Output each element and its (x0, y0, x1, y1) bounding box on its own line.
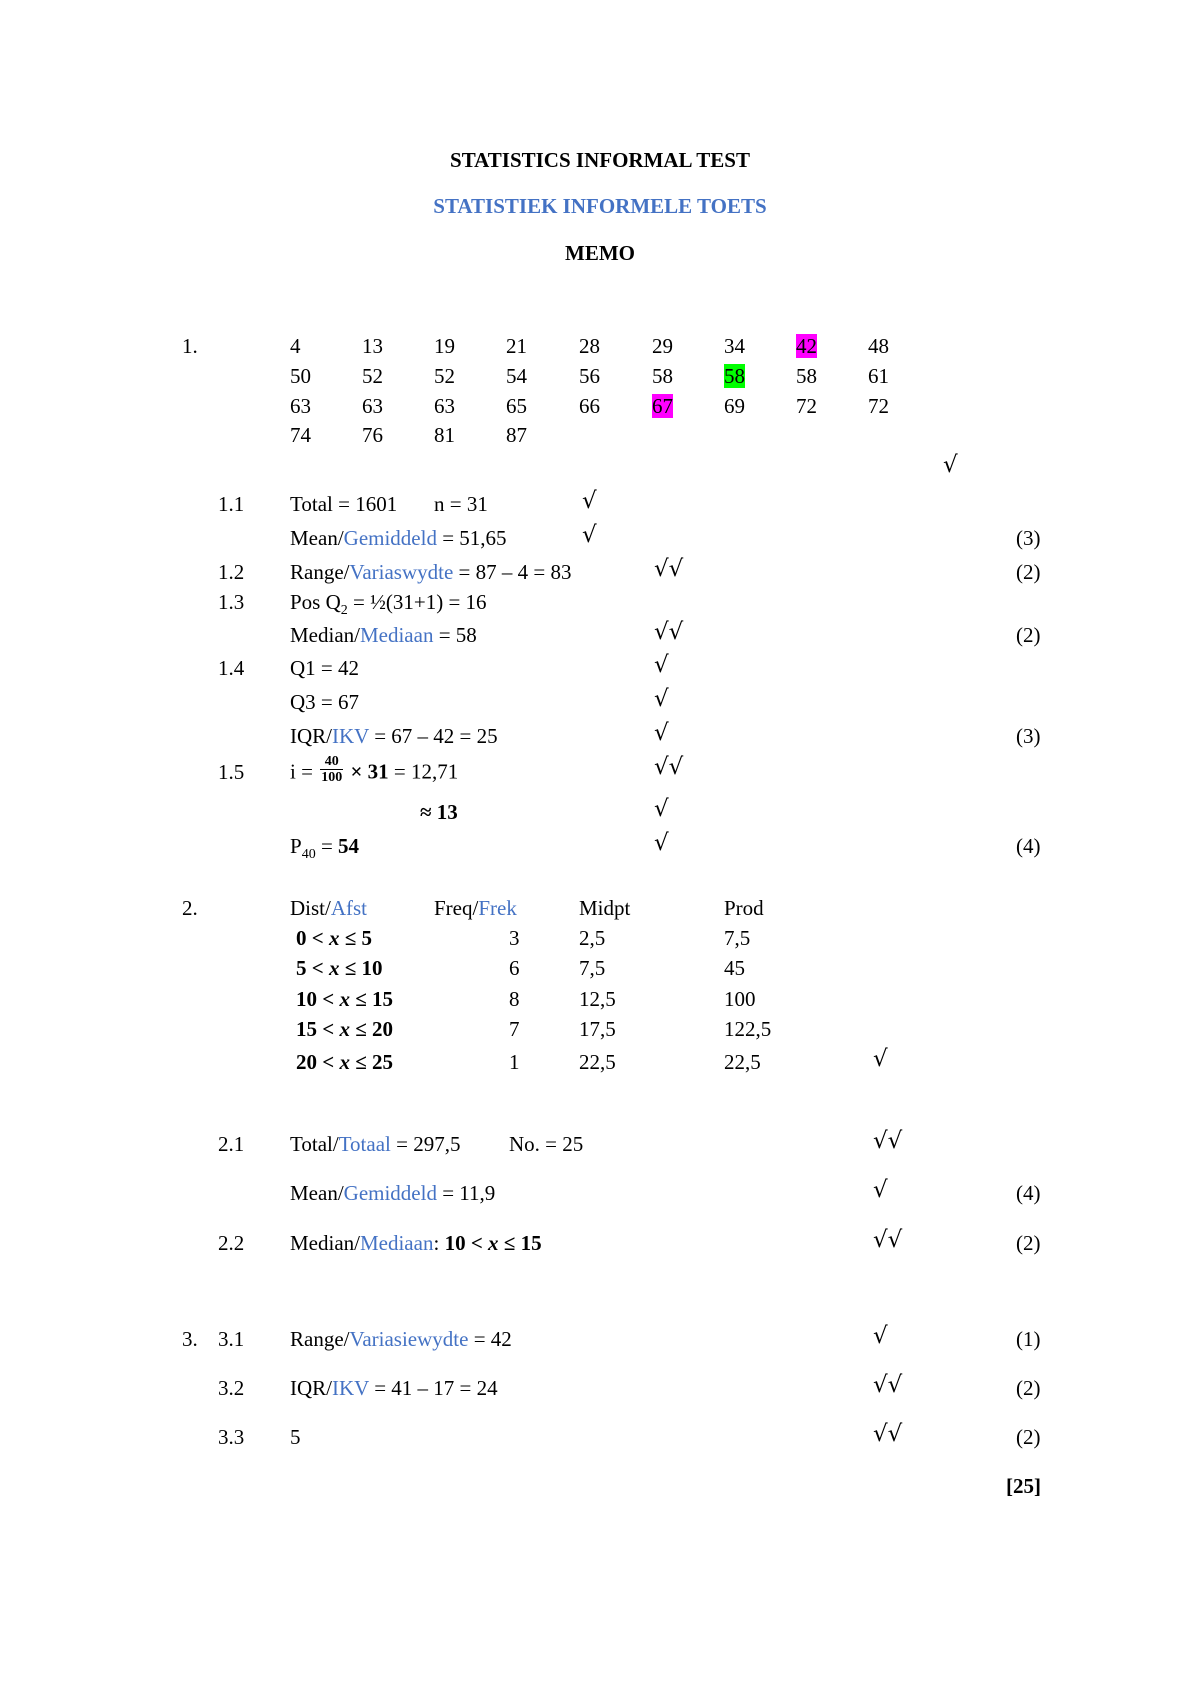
percentile-result: 54 (338, 834, 360, 858)
percentile-value (290, 834, 360, 862)
question-2-number: 2. (182, 896, 198, 920)
iqr-line (290, 726, 498, 747)
data-cell (290, 366, 311, 387)
data-cell (290, 396, 311, 417)
data-cell (579, 336, 600, 357)
total-label-af: Totaal (338, 1132, 391, 1156)
data-value: 67 (652, 394, 673, 418)
data-cell (868, 396, 889, 417)
check-mark: √ (873, 1177, 888, 1203)
section-3-1-number: 3.1 (218, 1327, 245, 1351)
section-1-2-number: 1.2 (218, 560, 245, 584)
median-label: Median/ (290, 623, 360, 647)
product-cell: 22,5 (724, 1050, 761, 1074)
class-upper: 15 (520, 1231, 542, 1255)
interval-variable: x (339, 1050, 350, 1074)
header-label: Dist/ (290, 896, 331, 920)
data-cell (652, 366, 673, 387)
data-value: 28 (579, 334, 600, 358)
marks-1-2: (2) (1016, 560, 1041, 584)
range-label: Range/ (290, 560, 350, 584)
less-equal-symbol: ≤ (339, 926, 362, 950)
data-cell (796, 396, 817, 417)
range-label-af: Variasiewydte (349, 1327, 469, 1351)
marks-3-3: (2) (1016, 1425, 1041, 1449)
colon: : (433, 1231, 445, 1255)
data-value: 72 (796, 394, 817, 418)
data-cell (868, 366, 889, 387)
range-value: = 87 – 4 = 83 (453, 560, 572, 584)
header-label-af: Frek (478, 896, 517, 920)
data-value: 63 (290, 394, 311, 418)
iqr-label: IQR/ (290, 1376, 332, 1400)
pos-subscript: 2 (340, 603, 348, 618)
range-label-af: Variaswydte (349, 560, 454, 584)
index-multiplier: × 31 (345, 759, 389, 784)
frequency-cell: 7 (509, 1017, 520, 1041)
data-cell (796, 336, 817, 357)
data-value: 72 (868, 394, 889, 418)
product-cell: 45 (724, 956, 745, 980)
frequency-cell: 8 (509, 987, 520, 1011)
total-sum: Total = 1601 (290, 492, 398, 516)
midpoint-cell: 2,5 (579, 926, 606, 950)
data-cell (506, 425, 527, 446)
header-label: Freq/ (434, 896, 479, 920)
interval-lower: 0 (296, 926, 307, 950)
data-value: 52 (434, 364, 455, 388)
less-than-symbol: < (317, 987, 340, 1011)
q1-value: Q1 = 42 (290, 656, 360, 680)
header-label-af: Afst (330, 896, 368, 920)
data-cell (362, 336, 383, 357)
data-cell (434, 425, 455, 446)
marks-2-2: (2) (1016, 1231, 1041, 1255)
iqr-value: = 67 – 42 = 25 (368, 724, 498, 748)
interval-variable: x (328, 956, 340, 980)
section-2-1-number: 2.1 (218, 1132, 245, 1156)
table-header (579, 898, 630, 919)
data-value: 66 (579, 394, 600, 418)
interval-lower: 5 (296, 956, 307, 980)
less-equal-symbol: ≤ (339, 956, 362, 980)
total-line (290, 1134, 460, 1155)
data-cell (290, 425, 311, 446)
data-value: 87 (506, 423, 527, 447)
product-cell: 122,5 (724, 1017, 772, 1041)
data-value: 69 (724, 394, 745, 418)
interval-lower: 20 (296, 1050, 317, 1074)
data-value: 81 (434, 423, 455, 447)
fraction-denominator: 100 (321, 770, 343, 786)
class-interval (296, 1052, 393, 1073)
iqr-label-af: IKV (332, 1376, 369, 1400)
data-cell (579, 396, 600, 417)
range-line-3 (290, 1329, 512, 1350)
interval-upper: 15 (372, 987, 393, 1011)
double-check-mark: √√ (873, 1421, 903, 1447)
interval-lower: 15 (296, 1017, 317, 1041)
data-cell (434, 336, 455, 357)
fraction-numerator: 40 (320, 754, 343, 770)
data-cell (506, 396, 527, 417)
median-position (290, 590, 487, 618)
data-cell (724, 396, 745, 417)
iqr-value: = 41 – 17 = 24 (368, 1376, 498, 1400)
range-value: = 42 (468, 1327, 512, 1351)
data-cell (796, 366, 817, 387)
header-label: Prod (724, 896, 764, 920)
approx-value: ≈ 13 (420, 800, 458, 824)
data-value: 63 (434, 394, 455, 418)
range-line (290, 562, 571, 583)
data-value: 50 (290, 364, 311, 388)
interval-upper: 20 (372, 1017, 393, 1041)
data-value: 21 (506, 334, 527, 358)
check-mark: √ (943, 452, 958, 478)
marks-1-1: (3) (1016, 526, 1041, 550)
interval-variable: x (339, 1017, 350, 1041)
class-interval (296, 989, 393, 1010)
data-value: 42 (796, 334, 817, 358)
section-1-1-number: 1.1 (218, 492, 245, 516)
mean-line (290, 528, 507, 549)
mean-value: = 51,65 (436, 526, 507, 550)
data-value: 76 (362, 423, 383, 447)
index-label: i = (290, 759, 319, 784)
product-cell: 7,5 (724, 926, 751, 950)
less-than-symbol: < (317, 1017, 340, 1041)
data-cell (362, 366, 383, 387)
question-3-number: 3. (182, 1327, 198, 1351)
check-mark: √ (654, 652, 669, 678)
data-value: 48 (868, 334, 889, 358)
less-equal-symbol: ≤ (349, 1017, 372, 1041)
data-value: 29 (652, 334, 673, 358)
data-value: 34 (724, 334, 745, 358)
data-value: 63 (362, 394, 383, 418)
percentile-subscript: 40 (301, 847, 316, 862)
data-value: 61 (868, 364, 889, 388)
table-header (434, 898, 517, 919)
less-than-symbol: < (317, 1050, 340, 1074)
iqr-label-af: IKV (332, 724, 369, 748)
section-3-3-number: 3.3 (218, 1425, 245, 1449)
pos-label: Pos Q (290, 590, 341, 614)
range-label: Range/ (290, 1327, 350, 1351)
data-cell (290, 336, 301, 357)
frequency-cell: 3 (509, 926, 520, 950)
data-value: 4 (290, 334, 301, 358)
less-equal-symbol: ≤ (349, 987, 372, 1011)
data-cell (724, 366, 745, 387)
total-label: Total/ (290, 1132, 339, 1156)
class-interval (296, 928, 372, 949)
double-check-mark: √√ (873, 1227, 903, 1253)
check-mark: √ (582, 522, 597, 548)
midpoint-cell: 17,5 (579, 1017, 616, 1041)
page-subtitle: MEMO (565, 241, 635, 265)
class-lower: 10 (444, 1231, 466, 1255)
interval-upper: 25 (372, 1050, 393, 1074)
question-1-number: 1. (182, 334, 198, 358)
less-equal-symbol: ≤ (349, 1050, 372, 1074)
double-check-mark: √√ (873, 1128, 903, 1154)
data-value: 58 (652, 364, 673, 388)
class-variable: x (488, 1231, 499, 1255)
marks-2-1: (4) (1016, 1181, 1041, 1205)
data-cell (506, 366, 527, 387)
mean-line-2 (290, 1183, 495, 1204)
data-cell (506, 336, 527, 357)
mean-value: = 11,9 (436, 1181, 496, 1205)
median-label-af: Mediaan (359, 623, 434, 647)
data-value: 58 (796, 364, 817, 388)
percentile-label: P (290, 834, 302, 858)
sample-size: n = 31 (434, 492, 488, 516)
mean-label: Mean/ (290, 1181, 344, 1205)
median-label-af: Mediaan (359, 1231, 434, 1255)
data-cell (434, 396, 455, 417)
section-1-4-number: 1.4 (218, 656, 245, 680)
percentile-index (290, 754, 459, 790)
data-cell (362, 425, 383, 446)
interval-variable: x (328, 926, 340, 950)
interval-variable: x (339, 987, 350, 1011)
mean-label: Mean/ (290, 526, 344, 550)
fraction (320, 754, 343, 786)
data-value: 13 (362, 334, 383, 358)
check-mark: √ (873, 1046, 888, 1072)
equals: = (315, 834, 339, 858)
check-mark: √ (654, 686, 669, 712)
marks-3-1: (1) (1016, 1327, 1041, 1351)
data-value: 74 (290, 423, 311, 447)
less-than-symbol: < (306, 926, 329, 950)
page-title-afrikaans: STATISTIEK INFORMELE TOETS (433, 194, 767, 218)
data-cell (579, 366, 600, 387)
double-check-mark: √√ (654, 619, 684, 645)
data-cell (434, 366, 455, 387)
marks-3-2: (2) (1016, 1376, 1041, 1400)
data-value: 58 (724, 364, 745, 388)
interval-upper: 10 (361, 956, 383, 980)
data-cell (362, 396, 383, 417)
pos-formula: = ½(31+1) = 16 (347, 590, 487, 614)
interval-lower: 10 (296, 987, 317, 1011)
data-cell (724, 336, 745, 357)
data-cell (652, 396, 673, 417)
marks-1-5: (4) (1016, 834, 1041, 858)
median-line (290, 625, 477, 646)
median-value: = 58 (433, 623, 477, 647)
mean-label-af: Gemiddeld (343, 526, 437, 550)
data-value: 54 (506, 364, 527, 388)
total-marks: [25] (1006, 1474, 1041, 1498)
marks-1-4: (3) (1016, 724, 1041, 748)
section-2-2-number: 2.2 (218, 1231, 245, 1255)
data-cell (652, 336, 673, 357)
double-check-mark: √√ (654, 754, 684, 780)
data-value: 56 (579, 364, 600, 388)
q3-value: Q3 = 67 (290, 690, 360, 714)
frequency-cell: 6 (509, 956, 520, 980)
marks-1-3: (2) (1016, 623, 1041, 647)
page-title: STATISTICS INFORMAL TEST (450, 148, 750, 172)
double-check-mark: √√ (654, 556, 684, 582)
midpoint-cell: 12,5 (579, 987, 616, 1011)
class-interval (296, 958, 383, 979)
mean-label-af: Gemiddeld (343, 1181, 437, 1205)
data-value: 52 (362, 364, 383, 388)
data-value: 65 (506, 394, 527, 418)
midpoint-cell: 7,5 (579, 956, 606, 980)
midpoint-cell: 22,5 (579, 1050, 616, 1074)
iqr-line-3 (290, 1378, 498, 1399)
total-value: = 297,5 (390, 1132, 461, 1156)
section-3-2-number: 3.2 (218, 1376, 245, 1400)
check-mark: √ (654, 720, 669, 746)
class-interval (296, 1019, 393, 1040)
check-mark: √ (873, 1323, 888, 1349)
count-value: No. = 25 (509, 1132, 584, 1156)
median-class-line: Median/Mediaan: 10 < x ≤ 15 (290, 1231, 542, 1255)
iqr-label: IQR/ (290, 724, 332, 748)
section-1-3-number: 1.3 (218, 590, 245, 614)
section-1-5-number: 1.5 (218, 760, 245, 784)
check-mark: √ (654, 796, 669, 822)
check-mark: √ (582, 488, 597, 514)
index-value: = 12,71 (388, 759, 459, 784)
answer-3-3: 5 (290, 1425, 301, 1449)
header-label: Midpt (579, 896, 631, 920)
double-check-mark: √√ (873, 1372, 903, 1398)
table-header (724, 898, 764, 919)
check-mark: √ (654, 830, 669, 856)
median-label: Median/ (290, 1231, 360, 1255)
table-header (290, 898, 367, 919)
data-value: 19 (434, 334, 455, 358)
less-than-symbol: < (306, 956, 329, 980)
frequency-cell: 1 (509, 1050, 520, 1074)
data-cell (868, 336, 889, 357)
interval-upper: 5 (361, 926, 372, 950)
product-cell: 100 (724, 987, 756, 1011)
